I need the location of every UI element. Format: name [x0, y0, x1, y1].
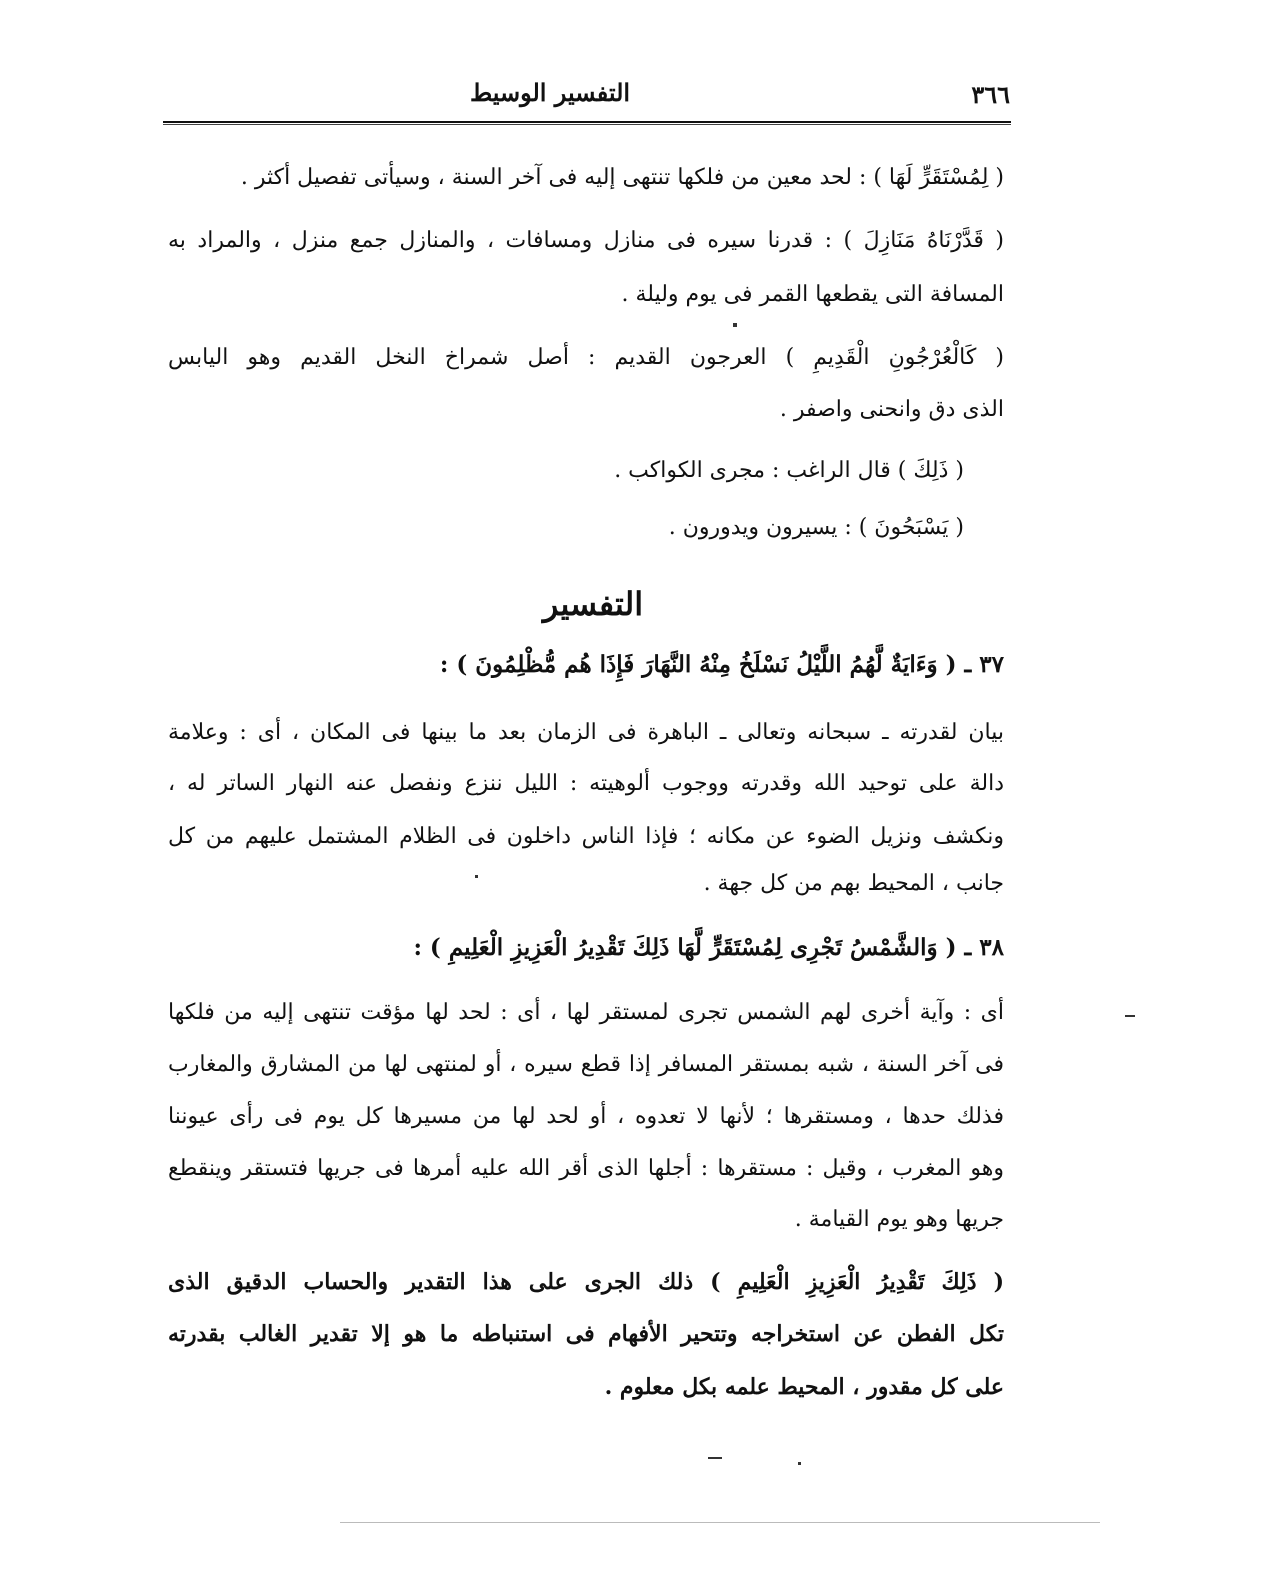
- scan-edge-line: [340, 1522, 1100, 1523]
- paragraph-line: أى : وآية أخرى لهم الشمس تجرى لمستقر لها ، أى : لحد لها مؤقت تنتهى إليه من فلكها: [168, 1000, 1004, 1025]
- glossary-line: ( لِمُسْتَقَرٍّ لَهَا ) : لحد معين من فلكها تنتهى إليه فى آخر السنة ، وسيأتى تفصيل أكثر .: [240, 165, 1004, 190]
- paragraph-line: دالة على توحيد الله وقدرته ووجوب ألوهيته : الليل ننزع ونفصل عنه النهار الساتر له ،: [168, 771, 1004, 796]
- glossary-line: ( كَالْعُرْجُونِ الْقَدِيمِ ) العرجون القديم : أصل شمراخ النخل القديم وهو اليابس: [168, 345, 1004, 370]
- paragraph-line: ونكشف ونزيل الضوء عن مكانه ؛ فإذا الناس داخلون فى الظلام المشتمل عليهم من كل: [168, 824, 1004, 849]
- verse-heading: ٣٨ ـ ( وَالشَّمْسُ تَجْرِى لِمُسْتَقَرٍّ لَّهَا ذَلِكَ تَقْدِيرُ الْعَزِيزِ الْعَلِيمِ ) :: [413, 934, 1004, 961]
- glossary-line: المسافة التى يقطعها القمر فى يوم وليلة .: [621, 282, 1004, 307]
- glossary-line: ( قَدَّرْنَاهُ مَنَازِلَ ) : قدرنا سيره فى منازل ومسافات ، والمنازل جمع منزل ، والمراد به: [168, 228, 1004, 253]
- section-heading: التفسير: [542, 585, 644, 623]
- scan-speck: [475, 875, 478, 878]
- paragraph-line: فذلك حدها ، ومستقرها ؛ لأنها لا تعدوه ، أو لحد لها من مسيرها كل يوم فى رأى عيوننا: [168, 1104, 1004, 1129]
- paragraph-line: فى آخر السنة ، شبه بمستقر المسافر إذا قطع سيره ، أو لمنتهى لها من المشارق والمغارب: [168, 1052, 1004, 1077]
- running-header-title: التفسير الوسيط: [469, 78, 631, 107]
- scan-speck: [708, 1457, 722, 1459]
- paragraph-line: وهو المغرب ، وقيل : مستقرها : أجلها الذى أقر الله عليه أمرها فى جريها فتستقر وينقطع: [168, 1156, 1004, 1181]
- paragraph-line: ( ذَلِكَ تَقْدِيرُ الْعَزِيزِ الْعَلِيمِ ) ذلك الجرى على هذا التقدير والحساب الدقيق الذى: [168, 1269, 1004, 1295]
- header-rule: [163, 121, 1011, 123]
- glossary-line: الذى دق وانحنى واصفر .: [779, 397, 1004, 422]
- paragraph-line: تكل الفطن عن استخراجه وتتحير الأفهام فى استنباطه ما هو إلا تقدير الغالب بقدرته: [168, 1321, 1004, 1347]
- header-rule-secondary: [163, 124, 1011, 125]
- paragraph-line: جانب ، المحيط بهم من كل جهة .: [703, 871, 1004, 896]
- scan-speck: [798, 1462, 801, 1465]
- verse-heading: ٣٧ ـ ( وَءَايَةٌ لَّهُمُ اللَّيْلُ نَسْلَخُ مِنْهُ النَّهَارَ فَإِذَا هُم مُّظْلِمُونَ ) :: [439, 651, 1004, 678]
- glossary-line: ( ذَلِكَ ) قال الراغب : مجرى الكواكب .: [614, 458, 964, 483]
- paragraph-line: جريها وهو يوم القيامة .: [794, 1207, 1004, 1232]
- page-number: ٣٦٦: [971, 80, 1010, 109]
- scan-speck: [733, 323, 737, 327]
- glossary-line: ( يَسْبَحُونَ ) : يسيرون ويدورون .: [668, 515, 964, 540]
- scan-speck: [1125, 1015, 1135, 1017]
- paragraph-line: على كل مقدور ، المحيط علمه بكل معلوم .: [604, 1374, 1004, 1400]
- paragraph-line: بيان لقدرته ـ سبحانه وتعالى ـ الباهرة فى الزمان بعد ما بينها فى المكان ، أى : وعلامة: [168, 720, 1004, 745]
